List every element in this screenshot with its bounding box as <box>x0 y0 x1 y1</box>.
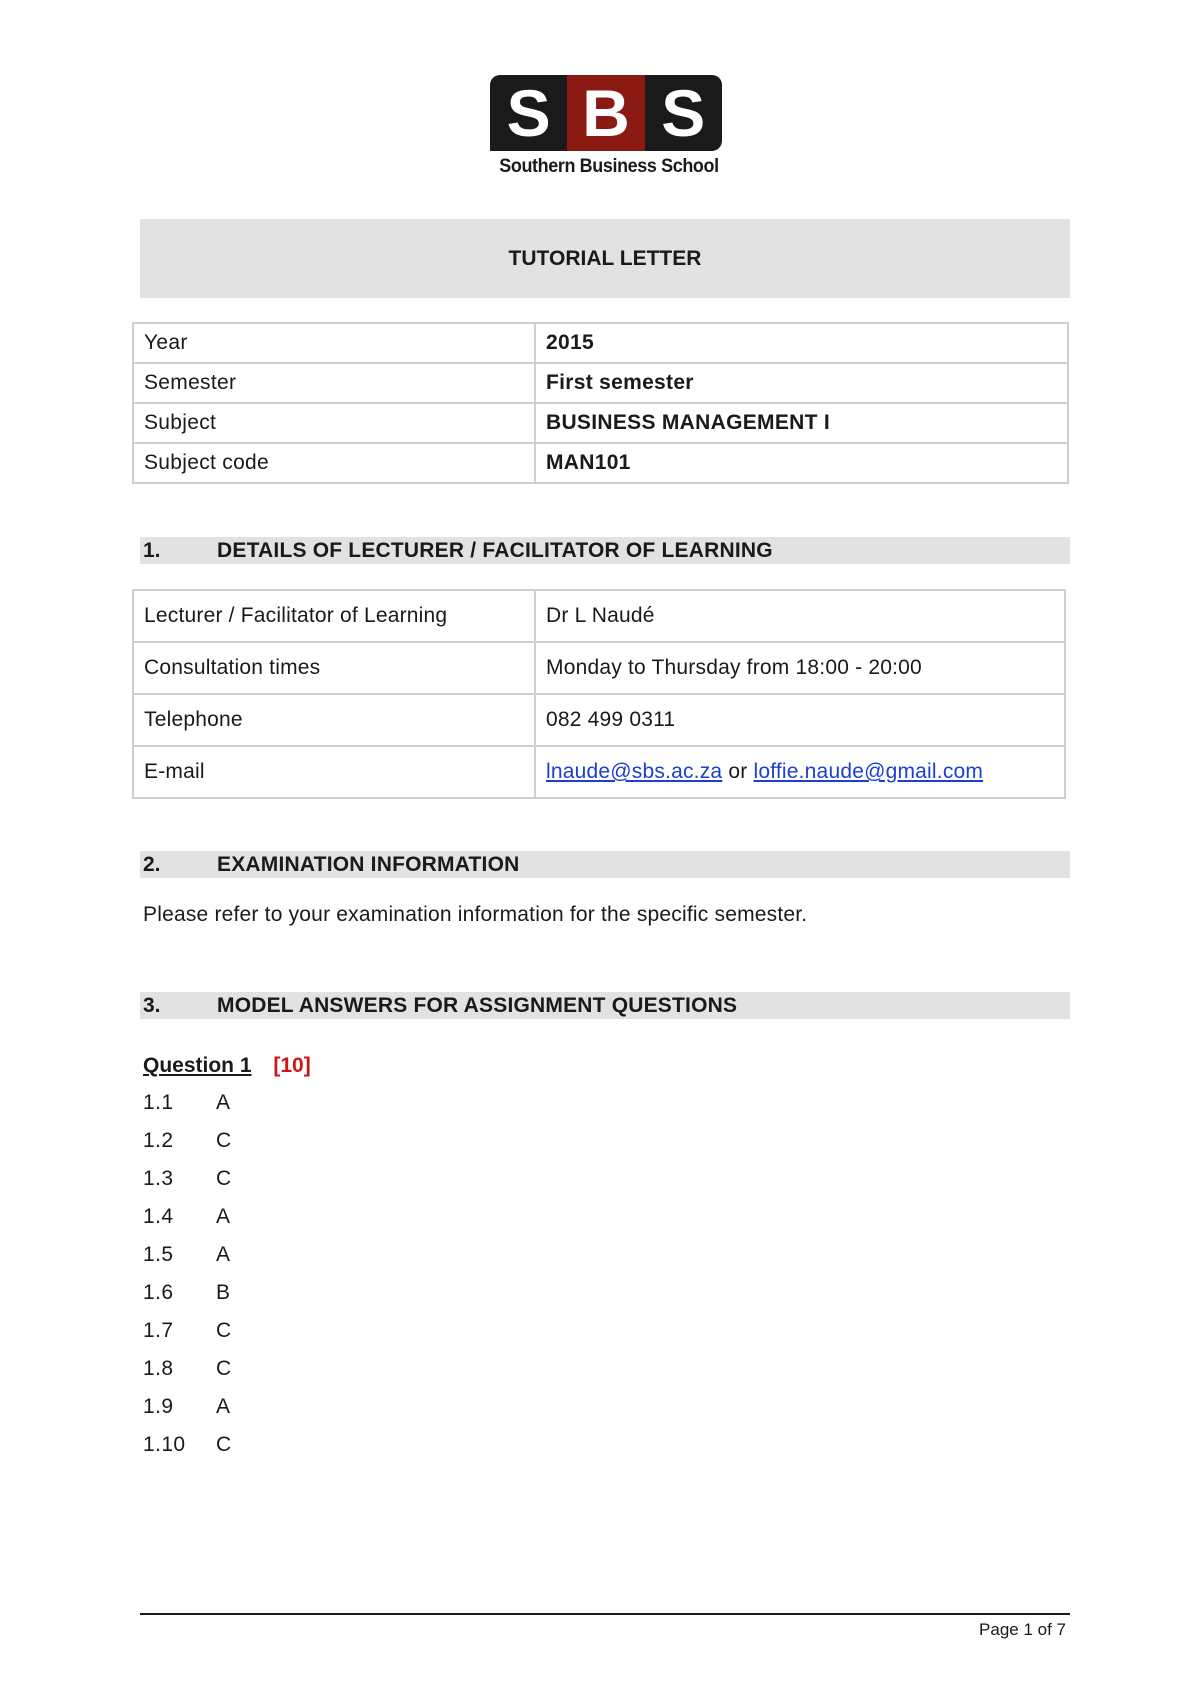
sbs-logo <box>490 75 722 179</box>
answer-number: 1.7 <box>143 1319 174 1342</box>
list-item <box>143 1280 343 1318</box>
answer-number: 1.5 <box>143 1243 174 1266</box>
answer-list <box>143 1090 343 1470</box>
logo-letter-s2: S <box>645 75 722 151</box>
list-item <box>143 1432 343 1470</box>
answer-number: 1.2 <box>143 1129 174 1152</box>
section-1-number: 1. <box>143 539 161 562</box>
list-item <box>143 1204 343 1242</box>
page-number: Page 1 of 7 <box>979 1620 1066 1639</box>
list-item <box>143 1090 343 1128</box>
logo-letter-s1: S <box>490 75 567 151</box>
table-row <box>133 363 1068 403</box>
info-label-year: Year <box>133 323 535 363</box>
answer-number: 1.6 <box>143 1281 174 1304</box>
answer-value: A <box>216 1243 231 1266</box>
answer-value: B <box>216 1281 231 1304</box>
answer-number: 1.9 <box>143 1395 174 1418</box>
exam-info-text: Please refer to your examination information for the specific semester. <box>143 903 808 926</box>
answer-number: 1.10 <box>143 1433 186 1456</box>
table-row <box>133 443 1068 483</box>
list-item <box>143 1166 343 1204</box>
list-item <box>143 1128 343 1166</box>
table-row <box>133 642 1065 694</box>
logo-letter-blocks <box>490 75 722 151</box>
answer-value: C <box>216 1357 232 1380</box>
email-or-text: or <box>728 760 748 783</box>
logo-letter-b: B <box>567 75 644 151</box>
info-value-subject-code: MAN101 <box>535 443 1068 483</box>
course-info-table <box>132 322 1069 484</box>
list-item <box>143 1394 343 1432</box>
answer-value: C <box>216 1433 232 1456</box>
section-2-heading <box>140 851 1070 878</box>
email-value <box>535 746 1065 798</box>
answer-value: A <box>216 1205 231 1228</box>
section-2-number: 2. <box>143 853 161 876</box>
email-link-gmail[interactable]: loffie.naude@gmail.com <box>753 760 984 783</box>
table-row <box>133 746 1065 798</box>
info-value-subject: BUSINESS MANAGEMENT I <box>535 403 1068 443</box>
section-3-title: MODEL ANSWERS FOR ASSIGNMENT QUESTIONS <box>217 994 738 1017</box>
question-1-heading <box>143 1054 311 1078</box>
answer-value: C <box>216 1319 232 1342</box>
lecturer-value: Dr L Naudé <box>535 590 1065 642</box>
section-2-title: EXAMINATION INFORMATION <box>217 853 520 876</box>
table-row <box>133 590 1065 642</box>
telephone-value: 082 499 0311 <box>535 694 1065 746</box>
footer-divider <box>140 1613 1070 1615</box>
table-row <box>133 403 1068 443</box>
info-label-subject: Subject <box>133 403 535 443</box>
answer-number: 1.8 <box>143 1357 174 1380</box>
answer-number: 1.3 <box>143 1167 174 1190</box>
question-1-marks: [10] <box>273 1054 311 1077</box>
section-1-heading <box>140 537 1070 564</box>
section-1-title: DETAILS OF LECTURER / FACILITATOR OF LEARNING <box>217 539 773 562</box>
lecturer-label: Lecturer / Facilitator of Learning <box>133 590 535 642</box>
table-row <box>133 323 1068 363</box>
section-3-number: 3. <box>143 994 161 1017</box>
answer-value: C <box>216 1129 232 1152</box>
answer-value: A <box>216 1091 231 1114</box>
consultation-label: Consultation times <box>133 642 535 694</box>
list-item <box>143 1356 343 1394</box>
question-1-title: Question 1 <box>143 1054 252 1077</box>
info-label-semester: Semester <box>133 363 535 403</box>
info-value-semester: First semester <box>535 363 1068 403</box>
table-row <box>133 694 1065 746</box>
info-value-year: 2015 <box>535 323 1068 363</box>
answer-number: 1.1 <box>143 1091 174 1114</box>
logo-tagline: Southern Business School <box>499 155 719 177</box>
list-item <box>143 1318 343 1356</box>
section-3-heading <box>140 992 1070 1019</box>
list-item <box>143 1242 343 1280</box>
answer-value: A <box>216 1395 231 1418</box>
info-label-subject-code: Subject code <box>133 443 535 483</box>
document-title: TUTORIAL LETTER <box>140 219 1070 298</box>
answer-value: C <box>216 1167 232 1190</box>
email-label: E-mail <box>133 746 535 798</box>
consultation-value: Monday to Thursday from 18:00 - 20:00 <box>535 642 1065 694</box>
lecturer-details-table <box>132 589 1066 799</box>
email-link-sbs[interactable]: lnaude@sbs.ac.za <box>546 760 723 783</box>
answer-number: 1.4 <box>143 1205 174 1228</box>
telephone-label: Telephone <box>133 694 535 746</box>
